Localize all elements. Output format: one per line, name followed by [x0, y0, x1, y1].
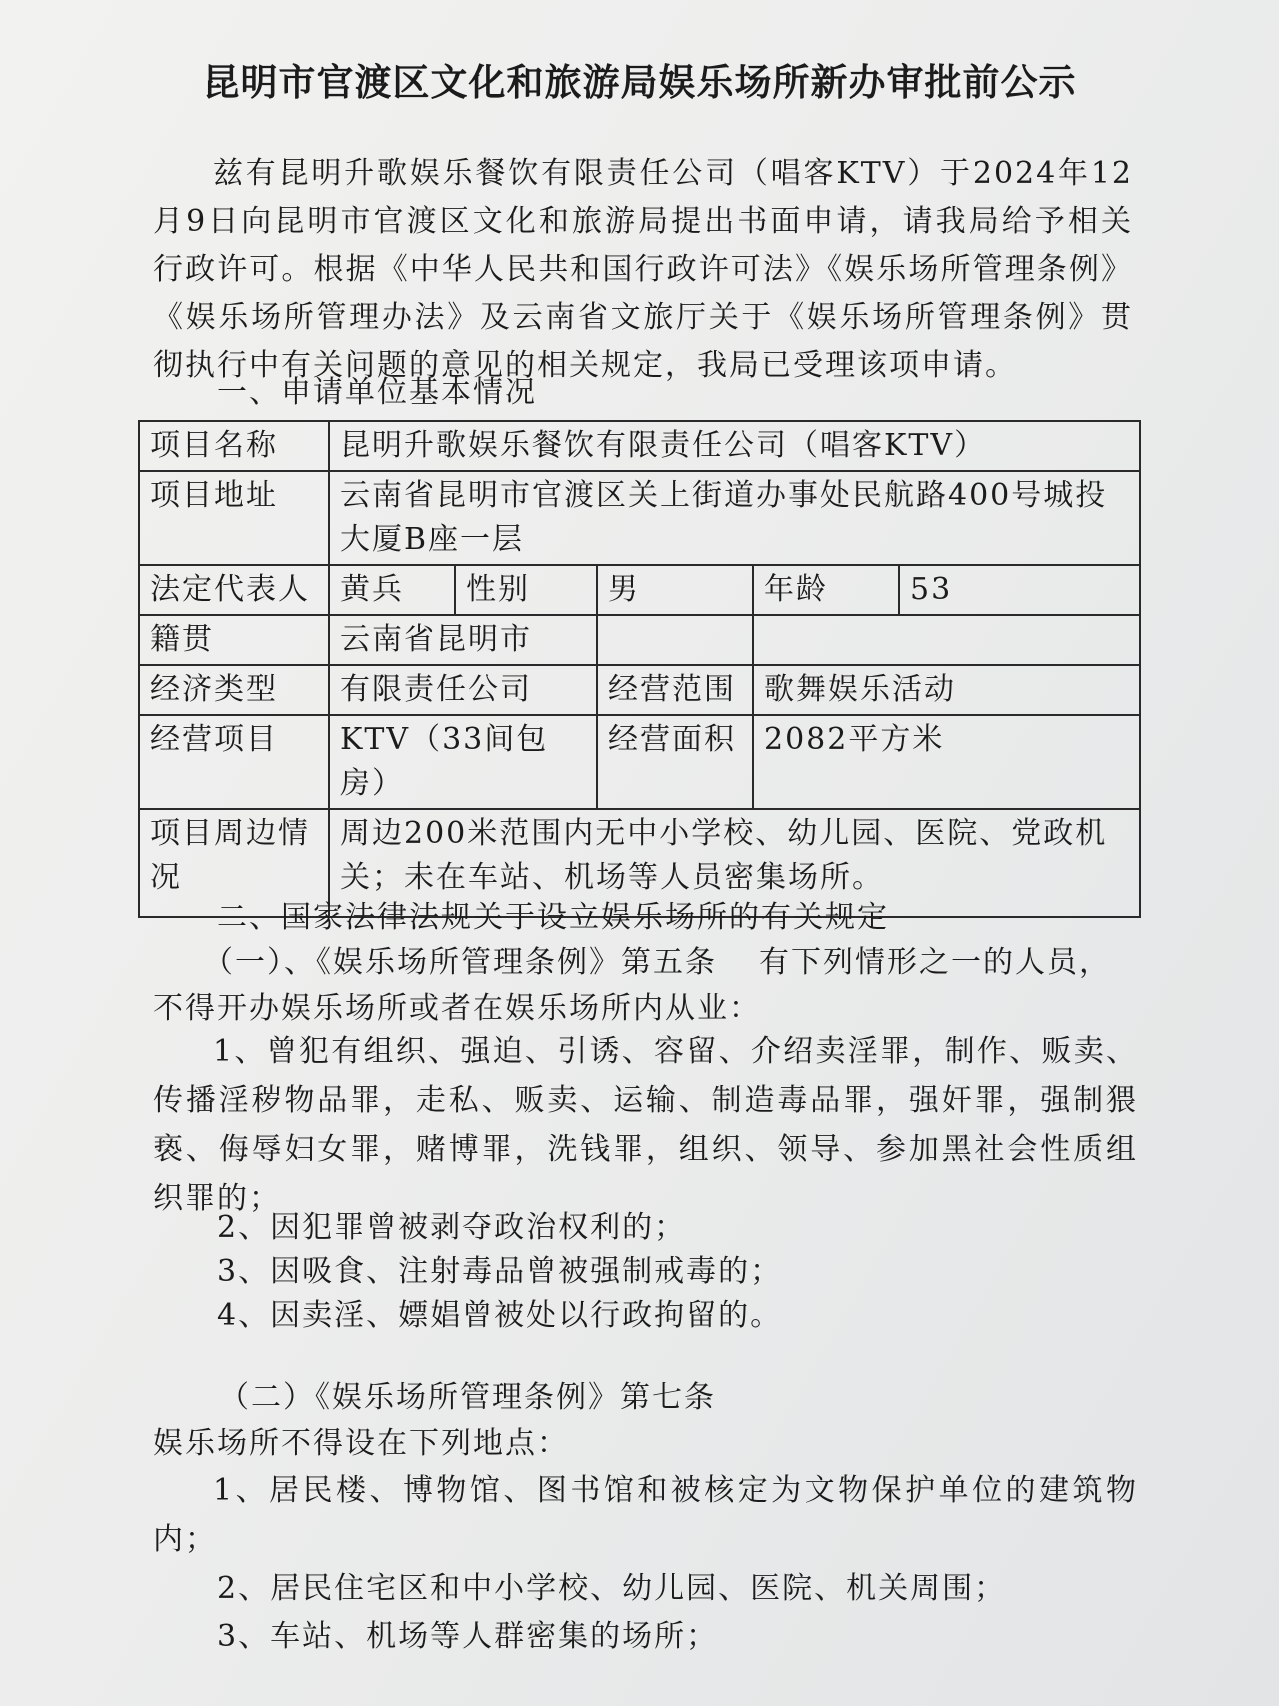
- age-value: 53: [899, 565, 1140, 615]
- article5-heading: （一）、《娱乐场所管理条例》第五条: [203, 945, 717, 980]
- legal-rep-label: 法定代表人: [139, 565, 329, 615]
- legal-rep-value: 黄兵: [329, 565, 455, 615]
- business-item-label: 经营项目: [139, 715, 329, 809]
- article7-item-1: 1、居民楼、博物馆、图书馆和被核定为文物保护单位的建筑物内；: [153, 1473, 1138, 1557]
- article7-item-3: 3、车站、机场等人群密集的场所；: [217, 1619, 719, 1654]
- article5-item-2: 2、因犯罪曾被剥夺政治权利的；: [217, 1210, 687, 1245]
- gender-value: 男: [597, 565, 753, 615]
- business-scope-value: 歌舞娱乐活动: [753, 665, 1140, 715]
- business-area-label: 经营面积: [597, 715, 753, 809]
- article7-lead: 娱乐场所不得设在下列地点：: [153, 1426, 569, 1461]
- address-label: 项目地址: [139, 471, 329, 565]
- section2-heading: 二、国家法律法规关于设立娱乐场所的有关规定: [217, 900, 889, 935]
- economy-type-value: 有限责任公司: [329, 665, 597, 715]
- article7-item-2: 2、居民住宅区和中小学校、幼儿园、医院、机关周围；: [217, 1571, 1007, 1606]
- business-item-value: KTV（33间包房）: [329, 715, 597, 809]
- project-name-label: 项目名称: [139, 421, 329, 471]
- table-row: [139, 615, 1140, 665]
- intro-paragraph: 兹有昆明升歌娱乐餐饮有限责任公司（唱客KTV）于2024年12月9日向昆明市官渡区文化和旅游局提出书面申请，请我局给予相关行政许可。根据《中华人民共和国行政许可法》《娱乐场所管理条例》《娱乐场所管理办法》及云南省文旅厅关于《娱乐场所管理条例》贯彻执行中有关问题的意见的相关规定，我局已受理该项申请。: [153, 156, 1133, 383]
- empty-cell: [753, 615, 1140, 665]
- origin-value: 云南省昆明市: [329, 615, 597, 665]
- article5-lead: 有下列情形之一的人员，: [759, 945, 1111, 980]
- address-value: 云南省昆明市官渡区关上街道办事处民航路400号城投大厦B座一层: [329, 471, 1140, 565]
- article5-item-4: 4、因卖淫、嫖娼曾被处以行政拘留的。: [217, 1298, 783, 1333]
- table-row: [139, 421, 1140, 471]
- age-label: 年龄: [753, 565, 899, 615]
- surroundings-label: 项目周边情况: [139, 809, 329, 917]
- table-row: [139, 565, 1140, 615]
- article5-item-1: 1、曾犯有组织、强迫、引诱、容留、介绍卖淫罪，制作、贩卖、传播淫秽物品罪，走私、贩卖、运输、制造毒品罪，强奸罪，强制猥亵、侮辱妇女罪，赌博罪，洗钱罪，组织、领导、参加黑社会性质组织罪的；: [153, 1034, 1138, 1216]
- economy-type-label: 经济类型: [139, 665, 329, 715]
- article5-continuation: 不得开办娱乐场所或者在娱乐场所内从业：: [153, 991, 761, 1026]
- business-area-value: 2082平方米: [753, 715, 1140, 809]
- document-title: 昆明市官渡区文化和旅游局娱乐场所新办审批前公示: [202, 61, 1077, 104]
- article5-item-3: 3、因吸食、注射毒品曾被强制戒毒的；: [217, 1254, 783, 1289]
- surroundings-value: 周边200米范围内无中小学校、幼儿园、医院、党政机关；未在车站、机场等人员密集场所。: [329, 809, 1140, 917]
- applicant-info-table: [138, 420, 1141, 918]
- origin-label: 籍贯: [139, 615, 329, 665]
- table-row: [139, 665, 1140, 715]
- table-row: [139, 471, 1140, 565]
- article5-heading-line: [153, 940, 1188, 986]
- section1-heading: 一、申请单位基本情况: [217, 375, 537, 410]
- business-scope-label: 经营范围: [597, 665, 753, 715]
- article7-heading: （二）《娱乐场所管理条例》第七条: [219, 1380, 716, 1415]
- project-name-value: 昆明升歌娱乐餐饮有限责任公司（唱客KTV）: [329, 421, 1140, 471]
- gender-label: 性别: [455, 565, 597, 615]
- table-row: [139, 715, 1140, 809]
- empty-cell: [597, 615, 753, 665]
